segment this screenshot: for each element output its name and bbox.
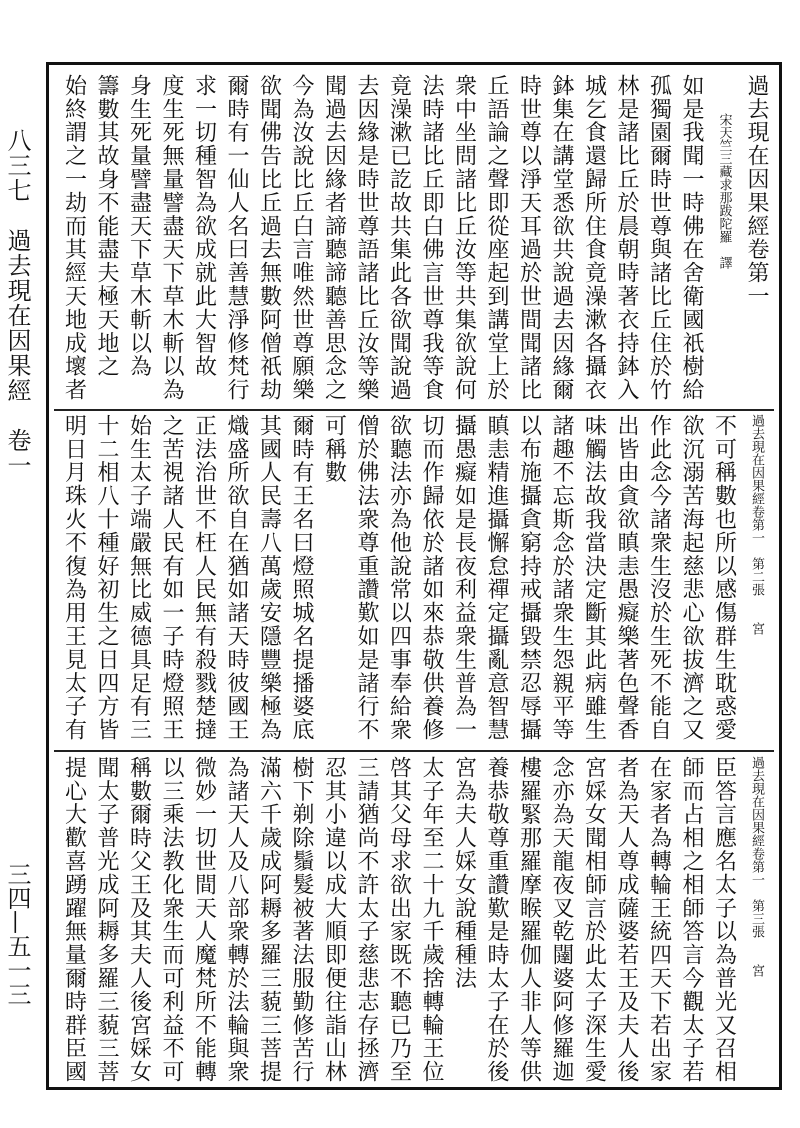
text-column: 正法治世不枉人民無有殺戮楚撻 bbox=[191, 414, 217, 742]
text-column: 求一切種智為欲成就此大智故 bbox=[191, 74, 217, 379]
scripture-text-panel-1 bbox=[57, 74, 772, 404]
text-column: 今為汝說比丘白言唯然世尊願樂 bbox=[289, 74, 314, 402]
text-column: 之苦視諸人民有如一子時燈照王 bbox=[159, 414, 184, 742]
text-column: 養恭敬尊重讚歎是時太子在於後 bbox=[484, 756, 509, 1084]
text-column bbox=[56, 756, 57, 1086]
text-column: 可稱數 bbox=[321, 414, 347, 485]
text-column: 為諸天人及八部衆轉於法輪與衆 bbox=[224, 756, 249, 1084]
text-column: 城乞食還歸所住食竟澡漱各攝衣 bbox=[581, 74, 607, 402]
text-column: 瞋恚精進攝懈怠禪定攝亂意智慧 bbox=[484, 414, 509, 742]
scripture-text-panel-2 bbox=[56, 414, 772, 744]
text-column: 去因緣是時世尊語諸比丘汝等樂 bbox=[354, 74, 379, 402]
text-column: 臣答言應名太子以為普光又召相 bbox=[711, 756, 737, 1084]
text-column: 爾時有一仙人名曰善慧淨修梵行 bbox=[224, 74, 249, 402]
text-column: 不可稱數也所以感傷群生耽惑愛 bbox=[711, 414, 737, 742]
text-panel-bottom bbox=[56, 756, 772, 1086]
text-column: 宮婇女聞相師言於此太子深生愛 bbox=[581, 756, 607, 1084]
text-panel-top bbox=[56, 74, 772, 404]
text-column: 欲聞佛告比丘過去無數阿僧祇劫 bbox=[256, 74, 282, 402]
text-column: 啓其父母求欲出家既不聽已乃至 bbox=[386, 756, 412, 1084]
text-column: 明日月珠火不復為用王見太子有 bbox=[61, 414, 87, 742]
text-column: 樓羅緊那羅摩睺羅伽人非人等供 bbox=[516, 756, 542, 1084]
text-column: 身生死量譬盡天下草木斬以為 bbox=[126, 74, 152, 379]
text-column: 始生太子端嚴無比威德具足有三 bbox=[126, 414, 152, 742]
margin-volume-title: 八三七 過去現在因果經 卷一 bbox=[3, 128, 31, 478]
text-column: 以布施攝貪窮持戒攝毀禁忍辱攝 bbox=[516, 414, 542, 742]
text-column: 滿六千歲成阿耨多羅三藐三菩提 bbox=[256, 756, 282, 1084]
text-column: 三請猶尚不許太子慈悲志存拯濟 bbox=[354, 756, 379, 1084]
text-column: 味觸法故我當決定斷其此病雖生 bbox=[581, 414, 607, 742]
text-column: 過去現在因果經卷第一 bbox=[744, 74, 769, 308]
text-column: 在家者為轉輪王統四天下若出家 bbox=[646, 756, 672, 1084]
text-column: 忍其小違以成大順即便往詣山林 bbox=[321, 756, 347, 1084]
text-column: 丘語論之聲即從座起到講堂上於 bbox=[484, 74, 509, 402]
text-column: 孤獨園爾時世尊與諸比丘住於竹 bbox=[646, 74, 672, 402]
panel-divider bbox=[54, 409, 774, 411]
text-column: 過去現在因果經卷第一 第三張 宮 bbox=[749, 756, 764, 977]
text-column: 欲沉溺苦海起慈悲心欲拔濟之又 bbox=[679, 414, 704, 742]
scripture-text-panel-3 bbox=[56, 756, 772, 1086]
text-column: 宋天竺三藏求那跋陀羅 譯 bbox=[716, 74, 732, 269]
text-column: 諸趣不忘斯念於諸衆生怨親平等 bbox=[549, 414, 574, 742]
text-column: 稱數爾時父王及其夫人後宮婇女 bbox=[126, 756, 152, 1084]
text-column: 宮為夫人婇女說種種法 bbox=[451, 756, 477, 990]
text-column: 如是我聞一時佛在舍衛國祇樹給 bbox=[679, 74, 704, 402]
text-column: 樹下剃除鬚髮被著法服勤修苦行 bbox=[289, 756, 314, 1084]
text-column: 切而作歸依於諸如來恭敬供養修 bbox=[419, 414, 444, 742]
text-column: 攝愚癡如是長夜利益衆生普為一 bbox=[451, 414, 477, 742]
text-column: 始終謂之一劫而其經天地成壞者 bbox=[61, 74, 87, 402]
text-column: 出皆由貪欲瞋恚愚癡樂著色聲香 bbox=[614, 414, 639, 742]
panel-divider bbox=[54, 750, 774, 752]
text-column: 鉢集在講堂悉欲共說過去因緣爾 bbox=[549, 74, 574, 402]
text-column: 微妙一切世間天人魔梵所不能轉 bbox=[191, 756, 217, 1084]
text-column: 師而占相之相師答言今觀太子若 bbox=[679, 756, 704, 1084]
text-column: 聞太子普光成阿耨多羅三藐三菩 bbox=[94, 756, 119, 1084]
text-column: 法時諸比丘即白佛言世尊我等食 bbox=[419, 74, 444, 402]
text-column: 提心大歡喜踴躍無量爾時群臣國 bbox=[61, 756, 87, 1084]
text-column: 熾盛所欲自在猶如諸天時彼國王 bbox=[224, 414, 249, 742]
text-column: 以三乘法教化衆生而可利益不可 bbox=[159, 756, 184, 1084]
text-column: 聞過去因緣者諦聽諦聽善思念之 bbox=[321, 74, 347, 402]
text-column: 作此念今諸衆生沒於生死不能自 bbox=[646, 414, 672, 742]
text-column: 爾時有王名曰燈照城名提播婆底 bbox=[289, 414, 314, 742]
text-panel-middle bbox=[56, 414, 772, 744]
text-column: 欲聽法亦為他說常以四事奉給衆 bbox=[386, 414, 412, 742]
margin-page-number: 三四—五一三 bbox=[3, 862, 31, 1006]
text-column: 過去現在因果經卷第一 第二張 宮 bbox=[749, 414, 764, 635]
text-column: 衆中坐問諸比丘汝等共集欲說何 bbox=[451, 74, 477, 402]
text-column: 時世尊以淨天耳過於世間聞諸比 bbox=[516, 74, 542, 402]
text-column: 度生死無量譬盡天下草木斬以為 bbox=[159, 74, 184, 402]
text-column: 者為天人尊成薩婆若王及夫人後 bbox=[614, 756, 639, 1084]
text-column: 其國人民壽八萬歲安隱豐樂極為 bbox=[256, 414, 282, 742]
text-column bbox=[56, 414, 57, 744]
text-column: 十二相八十種好初生之日四方皆 bbox=[94, 414, 119, 742]
text-column: 僧於佛法衆尊重讚歎如是諸行不 bbox=[354, 414, 379, 742]
text-column: 念亦為天龍夜叉乾闥婆阿修羅迦 bbox=[549, 756, 574, 1084]
text-column: 籌數其故身不能盡夫極天地之 bbox=[94, 74, 119, 379]
text-column: 太子年至二十九千歲捨轉輪王位 bbox=[419, 756, 444, 1084]
text-column: 林是諸比丘於晨朝時著衣持鉢入 bbox=[614, 74, 639, 402]
text-column: 竟澡漱已訖故共集此各欲聞說過 bbox=[386, 74, 412, 402]
